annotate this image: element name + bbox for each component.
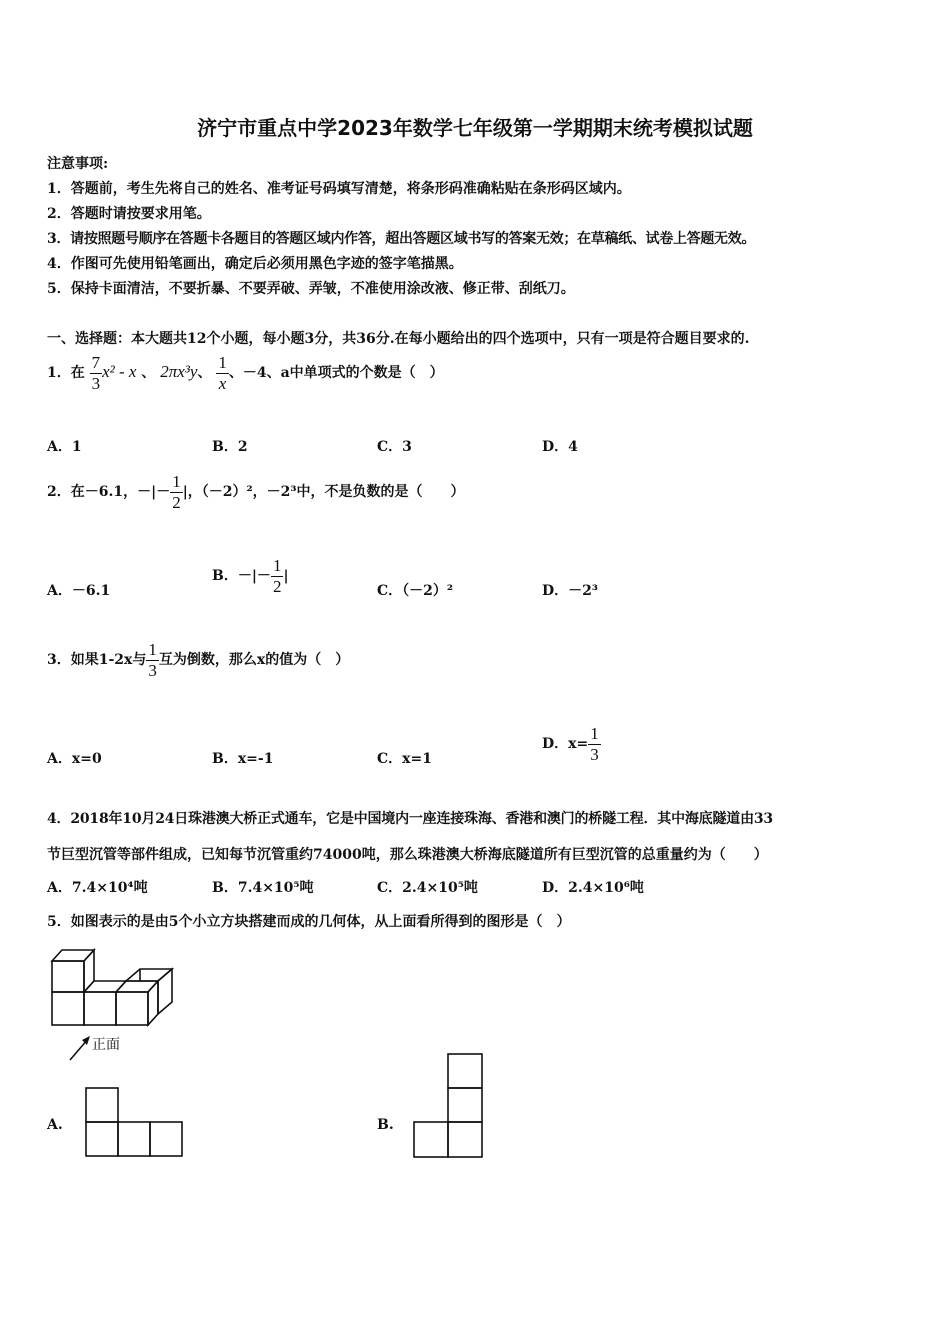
square-cell: [86, 1088, 118, 1122]
section-heading: 一、选择题：本大题共12个小题，每小题3分，共36分.在每小题给出的四个选项中，只有一项是符合题目要求的.: [47, 331, 750, 347]
cube-face: [116, 992, 148, 1025]
q1-sep: 、: [197, 365, 212, 381]
q2-option-a[interactable]: A．－6.1: [47, 583, 111, 599]
square-cell: [414, 1122, 448, 1157]
q1-option-a[interactable]: A．1: [47, 439, 82, 455]
notice-item: 5．保持卡面清洁，不要折暴、不要弄破、弄皱，不准使用涂改液、修正带、刮纸刀。: [47, 281, 575, 297]
q4-option-d[interactable]: D．2.4×10⁶吨: [542, 880, 644, 896]
q2-option-d[interactable]: D．－2³: [542, 583, 599, 599]
front-label: 正面: [92, 1037, 120, 1053]
question-4-line1: 4．2018年10月24日珠港澳大桥正式通车，它是中国境内一座连接珠海、香港和澳门的桥隧工程．其中海底隧道由33: [47, 811, 773, 827]
q5-option-a-figure[interactable]: [84, 1086, 186, 1160]
square-cell: [150, 1122, 182, 1156]
q1-fraction: $\frac{7}{3}$: [91, 352, 101, 393]
cube-face: [84, 992, 116, 1025]
q1-option-b[interactable]: B．2: [212, 439, 248, 455]
q3-option-d-label: D．x=: [542, 736, 589, 752]
cube-face: [158, 969, 172, 1014]
notice-item: 2．答题时请按要求用笔。: [47, 206, 211, 222]
notice-item: 4．作图可先使用铅笔画出，确定后必须用黑色字迹的签字笔描黑。: [47, 256, 463, 272]
q3-option-d[interactable]: [542, 724, 601, 764]
square-cell: [448, 1088, 482, 1122]
cube-face: [52, 950, 94, 961]
q1-sep: 、: [141, 365, 156, 381]
question-2: [47, 472, 465, 512]
notice-item: 3．请按照题号顺序在答题卡各题目的答题区域内作答，超出答题区域书写的答案无效；在草稿纸、试卷上答题无效。: [47, 231, 756, 247]
q3-option-d-fraction: $\frac{1}{3}$: [590, 723, 599, 764]
q1-suffix: 、－4、a中单项式的个数是（ ）: [228, 365, 444, 381]
q2-option-b-label: B．－|－: [212, 568, 271, 584]
q4-option-a[interactable]: A．7.4×10⁴吨: [47, 880, 148, 896]
q5-option-b-figure[interactable]: [411, 1052, 487, 1160]
q3-option-c[interactable]: C．x=1: [377, 751, 432, 767]
q1-option-d[interactable]: D．4: [542, 439, 578, 455]
q2-fraction: $\frac{1}{2}$: [172, 471, 181, 512]
question-3: [47, 640, 349, 680]
cube-face: [52, 961, 84, 992]
q2-option-b-suffix: |: [283, 568, 289, 584]
page-title: 济宁市重点中学2023年数学七年级第一学期期末统考模拟试题: [197, 116, 753, 140]
q2-prefix: 2．在－6.1，－|－: [47, 484, 171, 500]
q3-fraction: $\frac{1}{3}$: [148, 639, 157, 680]
q1-fraction2: $\frac{1}{x}$: [218, 352, 227, 393]
q2-suffix: |，（－2）²，－2³中，不是负数的是（ ）: [182, 484, 465, 500]
q1-prefix: 1．在: [47, 365, 85, 381]
notice-heading: 注意事项:: [47, 156, 109, 172]
question-1: [47, 352, 444, 393]
notice-item: 1．答题前，考生先将自己的姓名、准考证号码填写清楚，将条形码准确粘贴在条形码区域内。: [47, 181, 631, 197]
cube-face: [52, 992, 84, 1025]
question-4-line2: 节巨型沉管等部件组成，已知每节沉管重约74000吨，那么珠港澳大桥海底隧道所有巨型沉管的总重量约为（ ）: [47, 847, 768, 863]
question-5: 5．如图表示的是由5个小立方块搭建而成的几何体，从上面看所得到的图形是（ ）: [47, 914, 571, 930]
cube-face: [148, 981, 158, 1025]
square-cell: [118, 1122, 150, 1156]
q5-option-a[interactable]: A.: [47, 1117, 63, 1133]
q4-option-b[interactable]: B．7.4×10⁵吨: [212, 880, 314, 896]
q1-option-c[interactable]: C．3: [377, 439, 412, 455]
q3-suffix: 互为倒数，那么x的值为（ ）: [158, 652, 350, 668]
square-cell: [86, 1122, 118, 1156]
q1-expr1: x² - x: [102, 362, 137, 381]
q1-expr2: 2πx³y: [160, 362, 198, 381]
q3-option-b[interactable]: B．x=-1: [212, 751, 274, 767]
q5-option-b[interactable]: B.: [377, 1117, 394, 1133]
q2-option-b[interactable]: [212, 556, 289, 596]
cube-face: [84, 981, 126, 992]
cube-face: [116, 981, 158, 992]
q2-option-c[interactable]: C．（－2）²: [377, 583, 454, 599]
q3-option-a[interactable]: A．x=0: [47, 751, 102, 767]
q3-prefix: 3．如果1-2x与: [47, 652, 147, 668]
q4-option-c[interactable]: C．2.4×10⁵吨: [377, 880, 478, 896]
square-cell: [448, 1122, 482, 1157]
square-cell: [448, 1054, 482, 1088]
q2-option-b-fraction: $\frac{1}{2}$: [272, 555, 282, 596]
